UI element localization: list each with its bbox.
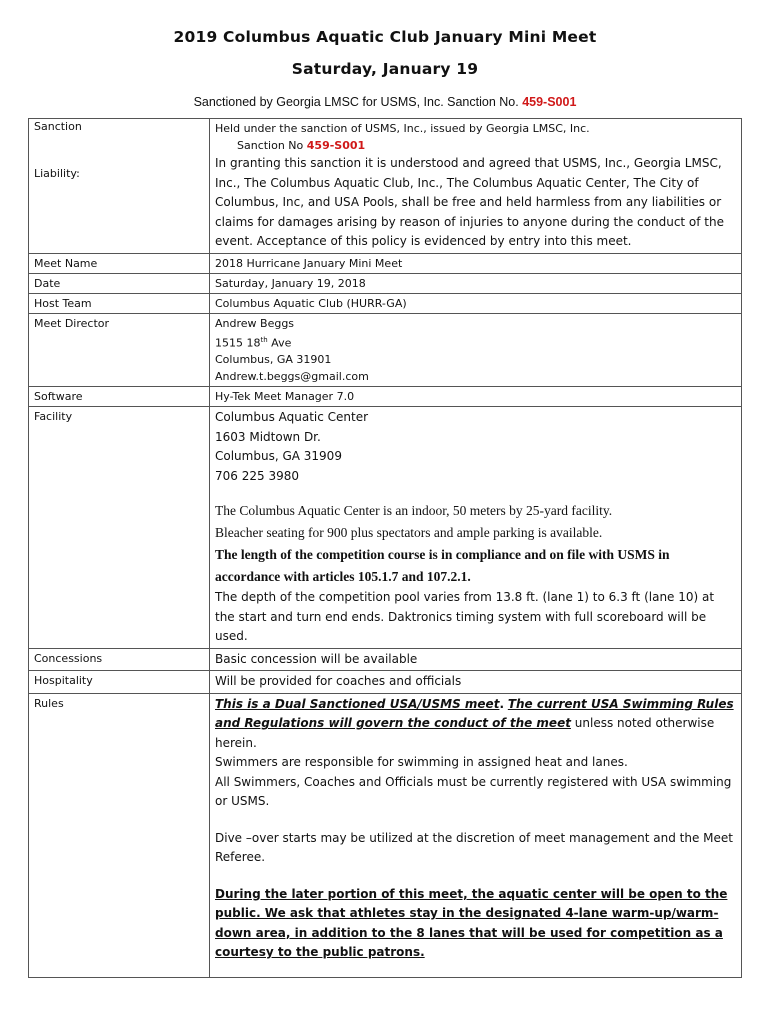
value-facility xyxy=(210,407,742,649)
label-software: Software xyxy=(29,387,210,407)
rules-lanes: Swimmers are responsible for swimming in assigned heat and lanes. xyxy=(215,755,628,770)
table-row-date xyxy=(29,273,742,293)
rules-dive: Dive –over starts may be utilized at the discretion of meet management and the Meet Referee. xyxy=(215,830,733,865)
label-sanction-text: Sanction xyxy=(34,120,82,133)
director-email: Andrew.t.beggs@gmail.com xyxy=(215,370,369,384)
value-date: Saturday, January 19, 2018 xyxy=(210,273,742,293)
value-host-team: Columbus Aquatic Club (HURR-GA) xyxy=(210,293,742,313)
rules-current: The current USA Swimming Rules and Regulations will govern the conduct of the meet xyxy=(215,696,734,731)
table-row-hospitality xyxy=(29,671,742,694)
table-row-rules xyxy=(29,693,742,977)
table-row-concessions xyxy=(29,648,742,671)
facility-phone: 706 225 3980 xyxy=(215,468,299,483)
facility-street: 1603 Midtown Dr. xyxy=(215,429,321,444)
sanction-text: Sanctioned by Georgia LMSC for USMS, Inc. Sanction No. xyxy=(193,95,519,109)
table-row-meet-name xyxy=(29,253,742,273)
label-meet-name: Meet Name xyxy=(29,253,210,273)
director-street-rest: Ave xyxy=(267,336,292,350)
value-concessions: Basic concession will be available xyxy=(210,648,742,671)
value-sanction xyxy=(210,119,742,254)
sanction-line2 xyxy=(215,137,736,154)
facility-name: Columbus Aquatic Center xyxy=(215,410,369,425)
rules-dual-sanction xyxy=(215,695,736,754)
rules-unless: unless noted otherwise herein. xyxy=(215,716,715,750)
rules-dual: This is a Dual Sanctioned USA/USMS meet xyxy=(215,696,500,711)
label-host-team: Host Team xyxy=(29,293,210,313)
label-meet-director: Meet Director xyxy=(29,313,210,387)
value-meet-name: 2018 Hurricane January Mini Meet xyxy=(210,253,742,273)
sanction-line1: Held under the sanction of USMS, Inc., issued by Georgia LMSC, Inc. xyxy=(215,122,590,135)
document-title: 2019 Columbus Aquatic Club January Mini Meet xyxy=(173,28,597,46)
rules-public-notice: During the later portion of this meet, the aquatic center will be open to the public. We ask that athletes stay in the designated 4-lane warm-up/warm-down area, in addition to the 8 lanes that will be used for competition as a courtesy to the public patrons. xyxy=(215,886,728,960)
label-hospitality: Hospitality xyxy=(29,671,210,694)
director-street-sup: th xyxy=(260,335,268,344)
value-software: Hy-Tek Meet Manager 7.0 xyxy=(210,387,742,407)
table-row-software xyxy=(29,387,742,407)
liability-text: In granting this sanction it is understood and agreed that USMS, Inc., Georgia LMSC, Inc., The Columbus Aquatic Club, Inc., The Columbus Aquatic Center, The City of Columbus, Inc, and USA Pools, shall be free and held harmless from any liabilities or claims for damages arising by reason of injuries to anyone during the conduct of the event. Acceptance of this policy is evidenced by entry into this meet. xyxy=(215,156,725,248)
label-facility: Facility xyxy=(29,407,210,649)
value-rules xyxy=(210,693,742,977)
value-meet-director xyxy=(210,313,742,387)
director-street-num: 1515 18 xyxy=(215,336,261,350)
sanction-number: 459-S001 xyxy=(522,95,577,109)
director-name: Andrew Beggs xyxy=(215,316,295,330)
sanction-line xyxy=(0,95,770,109)
label-rules: Rules xyxy=(29,693,210,977)
facility-depth: The depth of the competition pool varies from 13.8 ft. (lane 1) to 6.3 ft (lane 10) at the start and turn end ends. Daktronics timing system with full scoreboard will be used. xyxy=(215,590,715,644)
document-date: Saturday, January 19 xyxy=(291,60,479,78)
label-concessions: Concessions xyxy=(29,648,210,671)
meet-info-table xyxy=(28,118,742,978)
table-row-facility xyxy=(29,407,742,649)
facility-desc-2: Bleacher seating for 900 plus spectators and ample parking is available. xyxy=(215,525,603,541)
table-row-sanction xyxy=(29,119,742,254)
facility-course-compliance: The length of the competition course is in compliance and on file with USMS in accordance with articles 105.1.7 and 107.2.1. xyxy=(215,547,670,585)
table-row-meet-director xyxy=(29,313,742,387)
rules-period: . xyxy=(499,696,504,711)
table-row-host-team xyxy=(29,293,742,313)
sanction-no-label: Sanction No xyxy=(237,139,304,152)
label-date: Date xyxy=(29,273,210,293)
value-hospitality: Will be provided for coaches and officials xyxy=(210,671,742,694)
director-street xyxy=(215,332,736,352)
facility-city: Columbus, GA 31909 xyxy=(215,449,342,464)
label-sanction xyxy=(29,119,210,254)
facility-desc-1: The Columbus Aquatic Center is an indoor, 50 meters by 25-yard facility. xyxy=(215,503,613,519)
director-city: Columbus, GA 31901 xyxy=(215,353,332,367)
rules-registered: All Swimmers, Coaches and Officials must be currently registered with USA swimming or USMS. xyxy=(215,774,732,809)
label-liability: Liability: xyxy=(34,167,80,180)
sanction-no-value: 459-S001 xyxy=(306,139,366,152)
